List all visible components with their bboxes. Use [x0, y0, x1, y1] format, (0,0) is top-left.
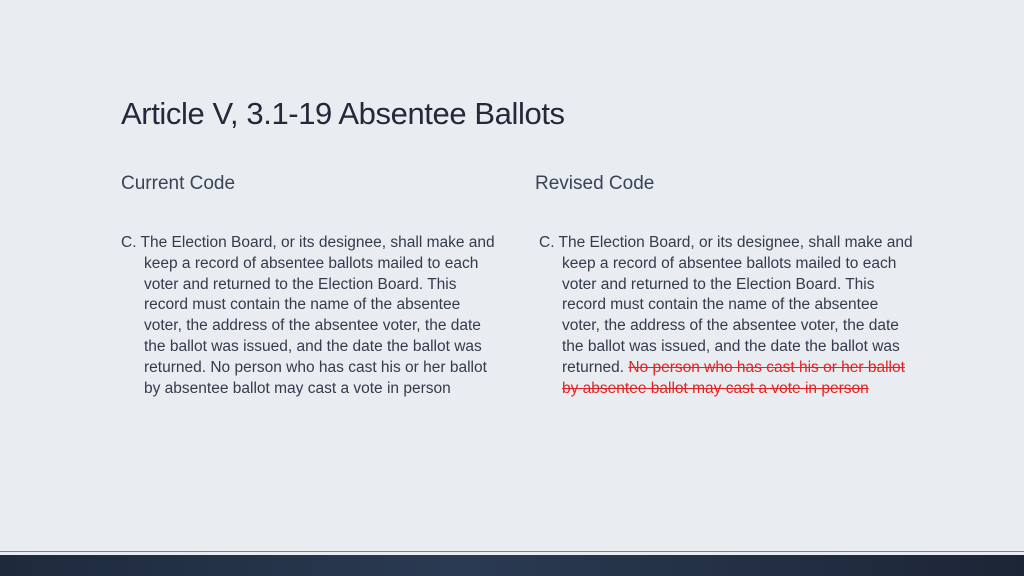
current-code-heading: Current Code	[121, 173, 236, 194]
revised-code-struck-text: No person who has cast his or her ballot by absentee ballot may cast a vote in person	[562, 358, 905, 397]
revised-code-paragraph	[539, 233, 914, 399]
slide-title: Article V, 3.1-19 Absentee Ballots	[121, 96, 565, 131]
footer-band	[0, 555, 1024, 576]
revised-code-heading: Revised Code	[535, 173, 655, 194]
revised-code-body	[539, 233, 914, 399]
current-code-paragraph: C. The Election Board, or its designee, shall make and keep a record of absentee ballots mailed to each voter and returned to the Election Board. This record must contain the name of the absentee voter, the address of the absentee voter, the date the ballot was issued, and the date the ballot was returned. No person who has cast his or her ballot by absentee ballot may cast a vote in person	[121, 234, 495, 397]
footer-divider	[0, 551, 1024, 552]
revised-code-kept-text: C. The Election Board, or its designee, shall make and keep a record of absentee ballots mailed to each voter and returned to the Election Board. This record must contain the name of the absentee voter, the address of the absentee voter, the date the ballot was issued, and the date the ballot was returned.	[539, 234, 913, 376]
current-code-body	[121, 233, 496, 399]
